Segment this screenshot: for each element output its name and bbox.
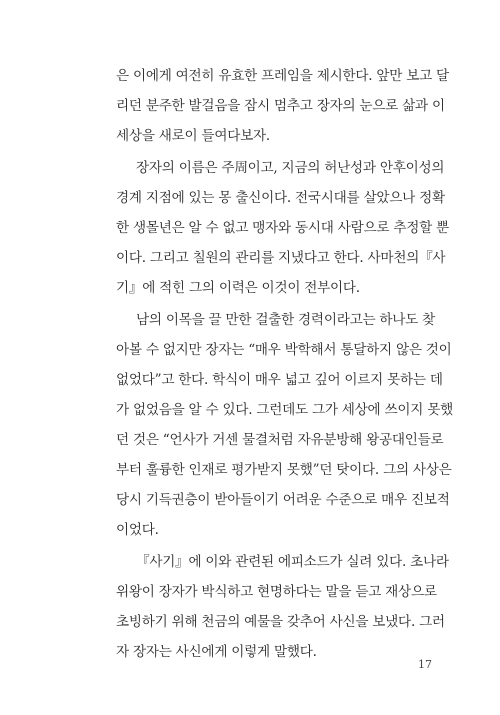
text-line: 기』에 적힌 그의 이력은 이것이 전부이다. — [116, 280, 360, 296]
text-line: 세상을 새로이 들여다보자. — [116, 128, 270, 144]
text-line: 없었다”고 한다. 학식이 매우 넓고 깊어 이르지 못하는 데 — [116, 372, 443, 388]
text-line: 가 없었음을 알 수 있다. 그런데도 그가 세상에 쓰이지 못했 — [116, 402, 453, 418]
text-line: 이다. 그리고 칠원의 관리를 지냈다고 한다. 사마천의『사 — [116, 250, 446, 266]
text-line: 던 것은 “언사가 거센 물결처럼 자유분방해 왕공대인들로 — [116, 432, 444, 448]
text-line: 초빙하기 위해 천금의 예물을 갖추어 사신을 보냈다. 그러 — [116, 614, 445, 630]
text-line: 아볼 수 없지만 장자는 “매우 박학해서 통달하지 않은 것이 — [116, 342, 452, 358]
text-line: 경계 지점에 있는 몽 출신이다. 전국시대를 살았으나 정확 — [116, 190, 445, 206]
text-line: 리던 분주한 발걸음을 잠시 멈추고 장자의 눈으로 삶과 이 — [116, 98, 445, 114]
text-line: 부터 훌륭한 인재로 평가받지 못했”던 탓이다. 그의 사상은 — [116, 462, 452, 478]
text-line: 당시 기득권층이 받아들이기 어려운 수준으로 매우 진보적 — [116, 492, 450, 508]
text-line: 장자의 이름은 주周이고, 지금의 허난성과 안후이성의 — [136, 160, 445, 176]
text-line: 한 생몰년은 알 수 없고 맹자와 동시대 사람으로 추정할 뿐 — [116, 220, 449, 236]
text-line: 남의 이목을 끌 만한 걸출한 경력이라고는 하나도 찾 — [136, 312, 436, 328]
text-line: 『사기』에 이와 관련된 에피소드가 실려 있다. 초나라 — [136, 554, 449, 570]
text-line: 이었다. — [116, 522, 159, 538]
page-number: 17 — [418, 658, 432, 671]
text-line: 자 장자는 사신에게 이렇게 말했다. — [116, 644, 317, 660]
text-line: 은 이에게 여전히 유효한 프레임을 제시한다. 앞만 보고 달 — [116, 68, 449, 84]
text-line: 위왕이 장자가 박식하고 현명하다는 말을 듣고 재상으로 — [116, 584, 437, 600]
